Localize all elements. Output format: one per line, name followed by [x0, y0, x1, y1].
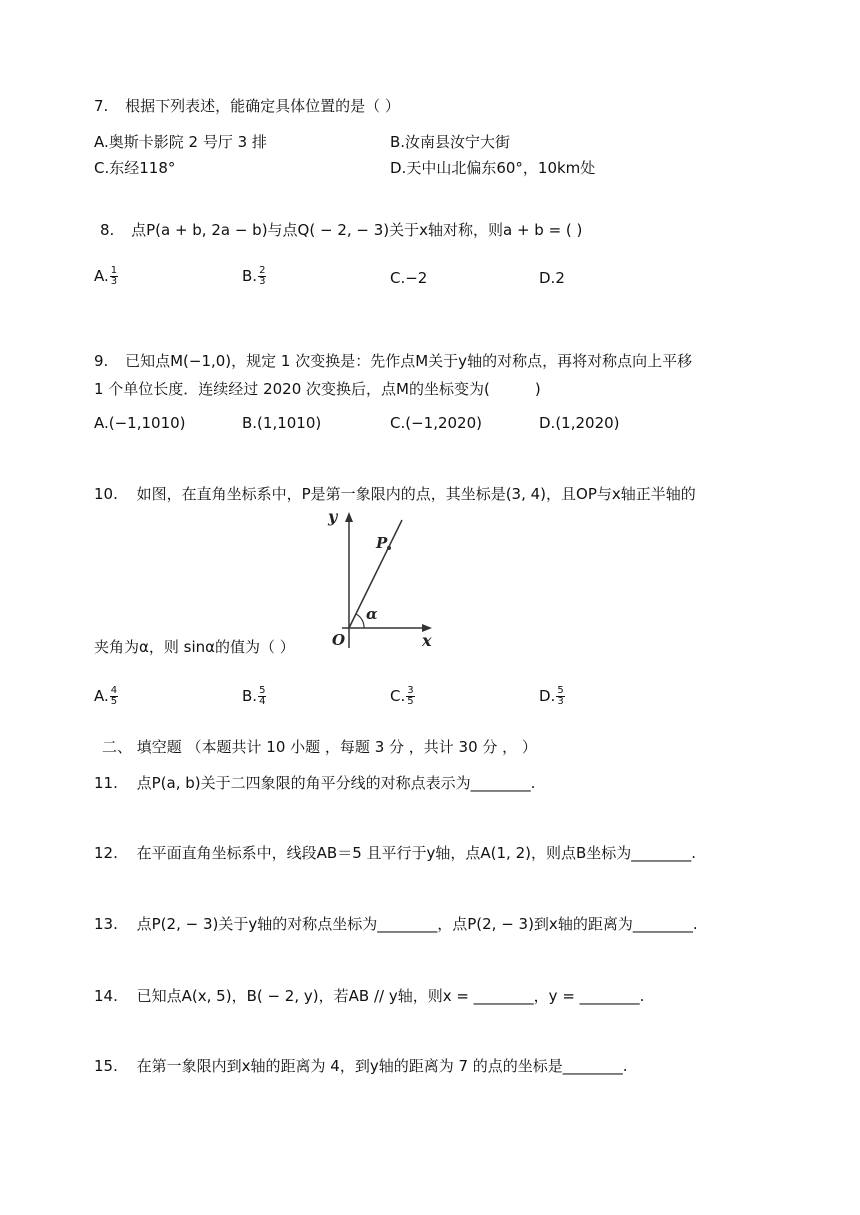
option-c: C.东经118° — [94, 159, 176, 177]
option-c: C. $\frac{3}{5}$ — [390, 685, 414, 707]
option-d: D. $\frac{5}{3}$ — [539, 685, 564, 707]
question-9-line2: 1 个单位长度．连续经过 2020 次变换后，点M的坐标变为( ) — [94, 380, 541, 398]
question-stem: 点P(a + b, 2a − b)与点Q( − 2, − 3)关于x轴对称，则a + b = ( ) — [131, 221, 583, 239]
x-axis-label: x — [422, 631, 432, 650]
question-8 — [100, 220, 582, 240]
question-number: 11. — [94, 774, 118, 792]
question-text: 在平面直角坐标系中，线段AB＝5 且平行于y轴，点A(1, 2)，则点B坐标为________. — [136, 844, 697, 862]
question-number: 12. — [94, 844, 118, 862]
option-d: D.2 — [539, 269, 565, 287]
option-a: A. $\frac{4}{5}$ — [94, 685, 118, 707]
question-text: 点P(2, − 3)关于y轴的对称点坐标为________，点P(2, − 3)到x轴的距离为________. — [136, 915, 698, 933]
option-d: D.(1,2020) — [539, 414, 620, 432]
question-number: 8. — [100, 221, 115, 239]
question-12 — [94, 843, 696, 863]
option-a: A. $\frac{1}{3}$ — [94, 265, 118, 287]
question-number: 10. — [94, 485, 118, 503]
question-text: 点P(a, b)关于二四象限的角平分线的对称点表示为________. — [136, 774, 536, 792]
question-number: 13. — [94, 915, 118, 933]
option-b: B.汝南县汝宁大街 — [390, 133, 511, 151]
point-label: P — [376, 534, 388, 552]
question-number: 14. — [94, 987, 118, 1005]
question-number: 15. — [94, 1057, 118, 1075]
question-stem-line1: 如图，在直角坐标系中，P是第一象限内的点，其坐标是(3, 4)，且OP与x轴正半轴的 — [136, 485, 696, 503]
question-9 — [94, 351, 692, 371]
option-b: B.(1,1010) — [242, 414, 322, 432]
question-text: 在第一象限内到x轴的距离为 4，到y轴的距离为 7 的点的坐标是________. — [136, 1057, 628, 1075]
question-14 — [94, 986, 644, 1006]
option-a: A.奥斯卡影院 2 号厅 3 排 — [94, 133, 267, 151]
point-p — [387, 546, 391, 550]
question-10 — [94, 484, 696, 504]
question-11 — [94, 773, 535, 793]
question-15 — [94, 1056, 628, 1076]
angle-arc — [356, 614, 364, 628]
question-number: 7. — [94, 97, 109, 115]
origin-label: O — [332, 631, 346, 649]
option-d: D.天中山北偏东60°，10km处 — [390, 159, 596, 177]
option-a: A.(−1,1010) — [94, 414, 186, 432]
y-axis-label: y — [328, 507, 338, 526]
coordinate-figure — [318, 502, 444, 654]
question-13 — [94, 914, 698, 934]
option-b: B. $\frac{5}{4}$ — [242, 685, 266, 707]
question-stem-line1: 已知点M(−1,0)，规定 1 次变换是：先作点M关于y轴的对称点，再将对称点向上平移 — [125, 352, 693, 370]
question-7 — [94, 96, 400, 116]
question-10-line2: 夹角为α，则 sinα的值为（ ） — [94, 638, 295, 656]
question-number: 9. — [94, 352, 109, 370]
question-text: 已知点A(x, 5)，B( − 2, y)，若AB // y轴，则x = ________，y = ________. — [136, 987, 645, 1005]
angle-label: α — [366, 605, 378, 623]
section-heading: 二、 填空题 （本题共计 10 小题 ，每题 3 分 ，共计 30 分 ， ） — [102, 738, 537, 756]
option-b: B. $\frac{2}{3}$ — [242, 265, 266, 287]
option-c: C.−2 — [390, 269, 428, 287]
y-axis-arrow — [345, 512, 353, 522]
option-c: C.(−1,2020) — [390, 414, 482, 432]
question-stem: 根据下列表述，能确定具体位置的是（ ） — [125, 97, 400, 115]
